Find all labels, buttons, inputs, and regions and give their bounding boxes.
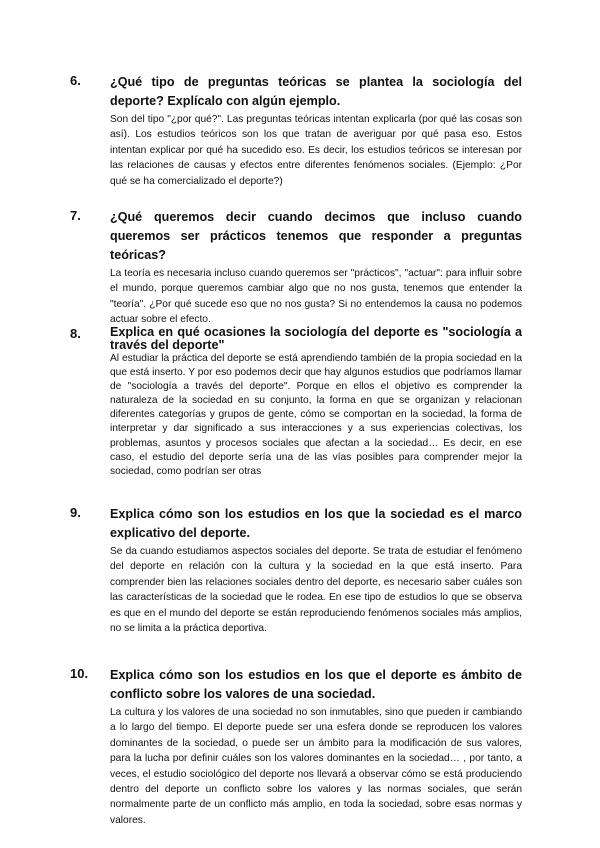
question-title: Explica cómo son los estudios en los que el deporte es ámbito de conflicto sobre los valores de una sociedad. — [110, 668, 522, 701]
question-title: ¿Qué tipo de preguntas teóricas se plantea la sociología del deporte? Explícalo con algún ejemplo. — [110, 75, 522, 108]
question-number: 8. — [70, 326, 81, 341]
question-10 — [70, 666, 522, 828]
question-number: 7. — [70, 208, 81, 223]
question-9 — [70, 505, 522, 636]
question-7 — [70, 208, 522, 328]
question-answer: Al estudiar la práctica del deporte se está aprendiendo también de la propia sociedad en la que está inserto. Y por eso podemos decir que hay algunos estudios que podríamos llamar de "sociología a través del deporte". Porque en ellos el objetivo es comprender la naturaleza de la sociedad en su conjunto, la forma en que se organizan y relacionan diferentes categorías y grupos de gente, cómo se comportan en la sociedad, la forma de interpretar y dar significado a sus interacciones y a sus experiencias colectivas, los problemas, asuntos y procesos sociales que afectan a la sociedad… Es decir, en ese caso, el estudio del deporte sería una de las vías posibles para comprender mejor la sociedad, como podrían ser otras — [110, 353, 522, 477]
question-title: ¿Qué queremos decir cuando decimos que incluso cuando queremos ser prácticos tenemos que responder a preguntas teóricas? — [110, 210, 522, 262]
question-title: Explica cómo son los estudios en los que la sociedad es el marco explicativo del deporte. — [110, 507, 522, 540]
question-title: Explica en qué ocasiones la sociología del deporte es "sociología a través del deporte" — [110, 325, 522, 352]
question-number: 10. — [70, 666, 89, 681]
question-6 — [70, 73, 522, 189]
question-answer: Se da cuando estudiamos aspectos sociales del deporte. Se trata de estudiar el fenómeno del deporte en relación con la cultura y la sociedad en la que está inserto. Para comprender bien las relaciones sociales dentro del deporte, es necesario saber cuáles son las características de la sociedad que le rodea. En ese tipo de estudios lo que se observa es que en el mundo del deporte se están reproduciendo fenómenos sociales más amplios, no se limita a la práctica deportiva. — [110, 546, 522, 635]
question-answer: Son del tipo "¿por qué?". Las preguntas teóricas intentan explicarla (por qué las cosas son así). Los estudios teóricos son los que tratan de averiguar por qué pasa eso. Estos intentan explicar por qué ha sucedido eso. Es decir, los estudios teóricos se interesan por las relaciones de causas y efectos entre diferentes fenómenos sociales. (Ejemplo: ¿Por qué se ha comercializado el deporte?) — [110, 114, 522, 187]
question-number: 6. — [70, 73, 81, 88]
question-8 — [70, 326, 522, 479]
question-answer: La cultura y los valores de una sociedad no son inmutables, sino que pueden ir cambiando a lo largo del tiempo. El deporte puede ser una esfera donde se reproducen los valores dominantes de la sociedad, o puede ser un ámbito para la modificación de sus valores, para la lucha por definir cuáles son los valores dominantes en la sociedad… , por tanto, a veces, el estudio sociológico del deporte nos llevará a observar cómo se está produciendo dentro del deporte un conflicto sobre los valores y las normas sociales, que serán normalmente parte de un conflicto más amplio, en toda la sociedad, sobre esas normas y valores. — [110, 707, 522, 826]
question-answer: La teoría es necesaria incluso cuando queremos ser "prácticos", "actuar": para influir sobre el mundo, porque queremos cambiar algo que no nos gusta, tenemos que entender la "teoría". ¿Por qué sucede eso que no nos gusta? Si no entendemos la causa no podemos actuar sobre el efecto. — [110, 268, 522, 326]
question-number: 9. — [70, 505, 81, 520]
